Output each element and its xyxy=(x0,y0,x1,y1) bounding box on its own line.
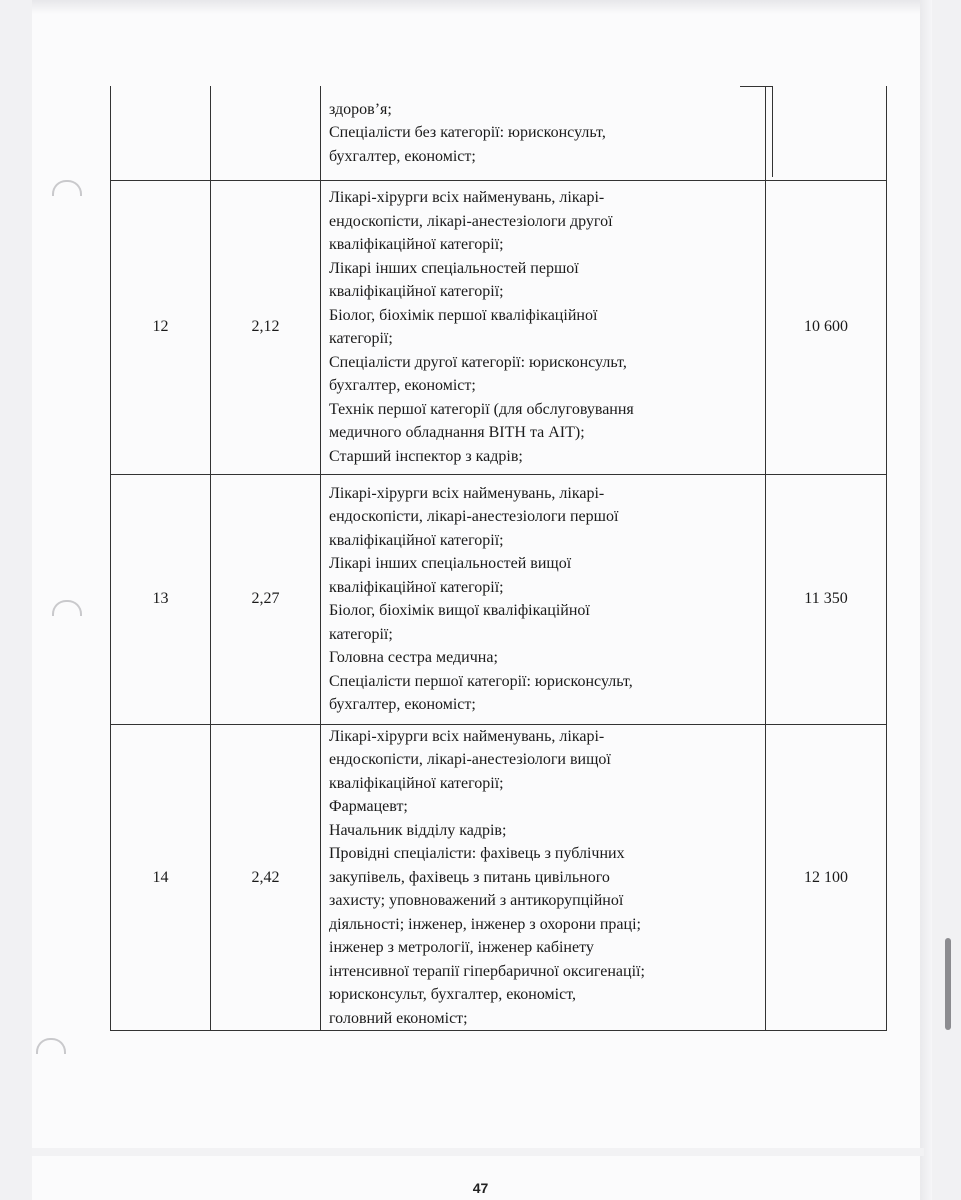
position-line: кваліфікаційної категорії; xyxy=(329,283,504,300)
position-line: бухгалтер, економіст; xyxy=(329,147,476,165)
position-line: категорії; xyxy=(329,330,393,347)
row-number: 12 xyxy=(111,180,211,474)
position-line: захисту; уповноважений з антикорупційної xyxy=(329,892,624,909)
position-line: ендоскопісти, лікарі-анестезіологи другої xyxy=(329,212,613,230)
row-positions xyxy=(321,724,766,1031)
position-line: Спеціалісти без категорії: юрисконсульт, xyxy=(329,124,606,141)
position-line: Біолог, біохімік вищої кваліфікаційної xyxy=(329,602,590,619)
position-line: кваліфікаційної категорії; xyxy=(329,774,504,792)
position-line: юрисконсульт, бухгалтер, економіст, xyxy=(329,986,576,1003)
row-amount xyxy=(766,86,887,180)
row-coefficient: 2,12 xyxy=(211,180,321,474)
row-coefficient: 2,42 xyxy=(211,724,321,1031)
position-line: кваліфікаційної категорії; xyxy=(329,236,504,253)
row-number: 13 xyxy=(111,474,211,724)
table-row xyxy=(111,180,887,474)
page-right-edge xyxy=(920,0,932,1200)
position-line: Провідні спеціалісти: фахівець з публічних xyxy=(329,845,625,862)
position-line: кваліфікаційної категорії; xyxy=(329,531,504,549)
row-positions xyxy=(321,474,766,724)
corner-bracket-mark xyxy=(740,86,773,177)
position-line: ендоскопісти, лікарі-анестезіологи вищої xyxy=(329,751,611,768)
position-line: бухгалтер, економіст; xyxy=(329,696,476,713)
position-line: діяльності; інженер, інженер з охорони праці; xyxy=(329,915,641,933)
row-positions xyxy=(321,86,766,180)
row-coefficient xyxy=(211,86,321,180)
position-line: інженер з метрології, інженер кабінету xyxy=(329,939,594,956)
page-number: 47 xyxy=(472,1180,489,1196)
position-line: здоров’я; xyxy=(329,100,392,118)
row-amount: 11 350 xyxy=(766,474,887,724)
page-top-edge xyxy=(32,0,924,14)
row-amount: 12 100 xyxy=(766,724,887,1031)
position-line: Фармацевт; xyxy=(329,798,408,815)
position-line: Лікарі інших спеціальностей вищої xyxy=(329,555,572,572)
position-line: Головна сестра медична; xyxy=(329,649,498,666)
position-line: ендоскопісти, лікарі-анестезіологи першої xyxy=(329,508,619,525)
row-amount: 10 600 xyxy=(766,180,887,474)
table-row xyxy=(111,724,887,1031)
position-line: категорії; xyxy=(329,625,393,643)
position-line: Спеціалісти першої категорії: юрисконсульт, xyxy=(329,672,633,690)
position-line: медичного обладнання ВІТН та АІТ); xyxy=(329,424,585,441)
position-line: бухгалтер, економіст; xyxy=(329,377,476,394)
position-line: інтенсивної терапії гіпербаричної оксигенації; xyxy=(329,962,645,980)
position-line: Технік першої категорії (для обслуговування xyxy=(329,400,634,418)
row-coefficient: 2,27 xyxy=(211,474,321,724)
row-number: 14 xyxy=(111,724,211,1031)
table-row xyxy=(111,474,887,724)
row-number xyxy=(111,86,211,180)
salary-table xyxy=(110,86,887,1031)
position-line: Старший інспектор з кадрів; xyxy=(329,447,523,465)
position-line: головний економіст; xyxy=(329,1009,468,1027)
scrollbar-thumb[interactable] xyxy=(945,938,951,1030)
position-line: Начальник відділу кадрів; xyxy=(329,821,507,839)
position-line: Лікарі-хірурги всіх найменувань, лікарі- xyxy=(329,727,605,745)
position-line: Лікарі-хірурги всіх найменувань, лікарі- xyxy=(329,484,605,502)
position-line: Біолог, біохімік першої кваліфікаційної xyxy=(329,306,598,324)
position-line: закупівель, фахівець з питань цивільного xyxy=(329,868,610,886)
position-line: Лікарі інших спеціальностей першої xyxy=(329,259,579,277)
page-bottom-edge xyxy=(32,1148,924,1156)
row-positions xyxy=(321,180,766,474)
position-line: кваліфікаційної категорії; xyxy=(329,578,504,596)
position-line: Спеціалісти другої категорії: юрисконсульт, xyxy=(329,353,627,371)
position-line: Лікарі-хірурги всіх найменувань, лікарі- xyxy=(329,189,605,206)
